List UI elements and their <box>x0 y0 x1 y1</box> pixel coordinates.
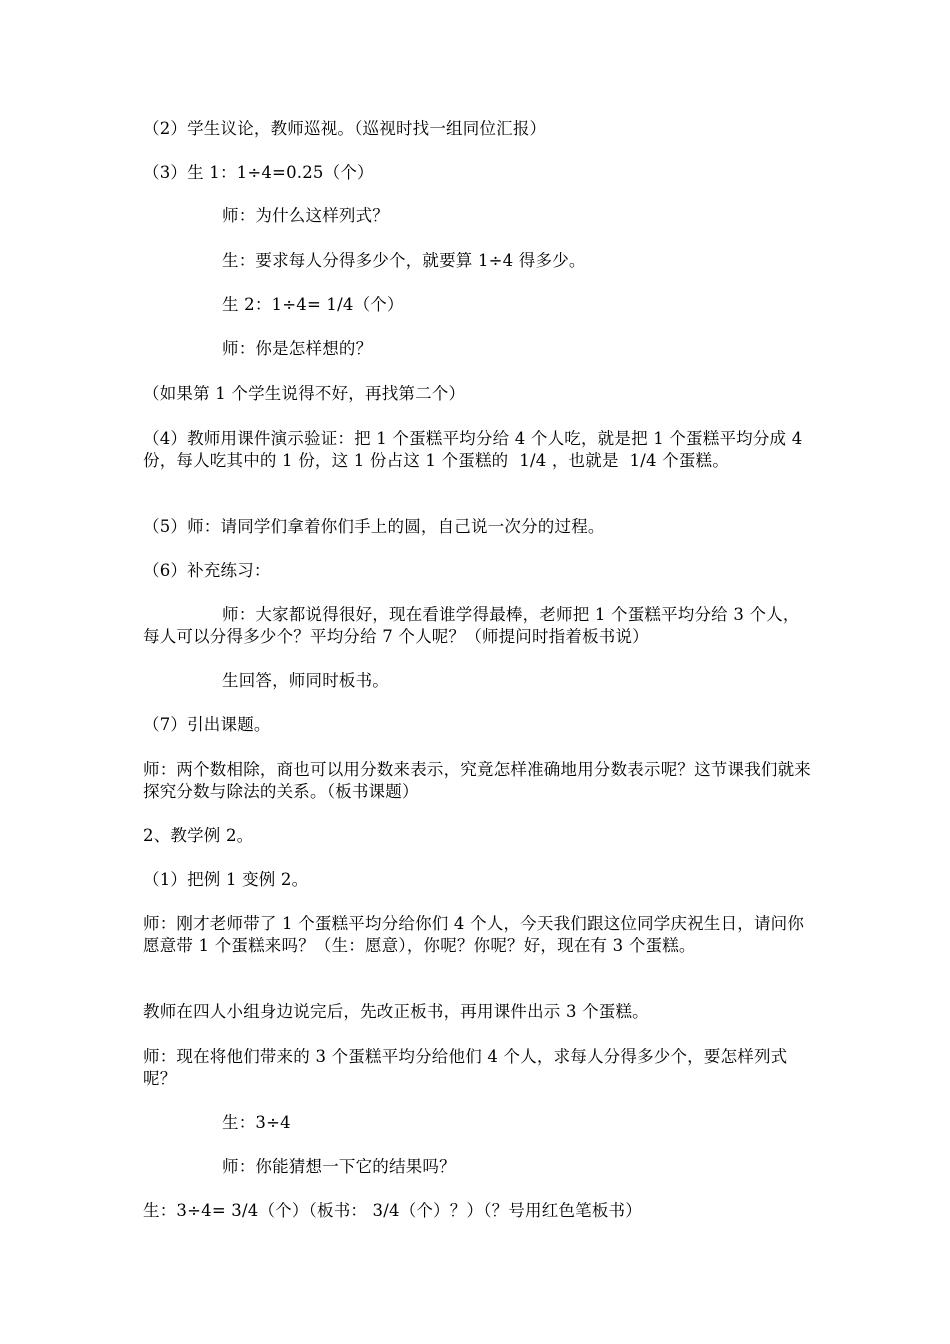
paragraph-14: 师：两个数相除，商也可以用分数来表示，究竟怎样准确地用分数表示呢？这节课我们就来探究分数与除法的关系。（板书课题） <box>143 760 811 801</box>
paragraph-17: 师：刚才老师带了 1 个蛋糕平均分给你们 4 个人，今天我们跟这位同学庆祝生日，请问你愿意带 1 个蛋糕来吗？（生：愿意），你呢？你呢？好，现在有 3 个蛋糕。 <box>143 914 805 955</box>
paragraph-3: 师：为什么这样列式？ <box>222 206 389 225</box>
paragraph-22: 生：3÷4= 3/4（个）（板书： 3/4（个）？）（？号用红色笔板书） <box>143 1201 642 1220</box>
paragraph-21: 师：你能猜想一下它的结果吗？ <box>222 1157 456 1176</box>
paragraph-2: （3）生 1：1÷4=0.25（个） <box>143 163 374 182</box>
paragraph-18: 教师在四人小组身边说完后，先改正板书，再用课件出示 3 个蛋糕。 <box>143 1002 649 1021</box>
paragraph-6: 师：你是怎样想的？ <box>222 339 373 358</box>
paragraph-10: （6）补充练习： <box>143 561 271 580</box>
paragraph-7: （如果第 1 个学生说得不好，再找第二个） <box>143 384 466 403</box>
paragraph-11: 师：大家都说得很好，现在看谁学得最棒，老师把 1 个蛋糕平均分给 3 个人，每人可以分得多少个？平均分给 7 个人呢？（师提问时指着板书说） <box>143 605 800 646</box>
paragraph-13: （7）引出课题。 <box>143 715 271 734</box>
paragraph-5: 生 2：1÷4= 1/4（个） <box>222 295 404 314</box>
paragraph-9: （5）师：请同学们拿着你们手上的圆，自己说一次分的过程。 <box>143 517 605 536</box>
paragraph-15: 2、教学例 2。 <box>143 826 254 845</box>
paragraph-19: 师：现在将他们带来的 3 个蛋糕平均分给他们 4 个人，求每人分得多少个，要怎样列式呢？ <box>143 1047 788 1088</box>
paragraph-1: （2）学生议论，教师巡视。（巡视时找一组同位汇报） <box>143 119 547 138</box>
paragraph-20: 生：3÷4 <box>222 1113 291 1132</box>
paragraph-16: （1）把例 1 变例 2。 <box>143 870 309 889</box>
paragraph-4: 生：要求每人分得多少个，就要算 1÷4 得多少。 <box>222 251 586 270</box>
paragraph-12: 生回答，师同时板书。 <box>222 671 389 690</box>
paragraph-8: （4）教师用课件演示验证：把 1 个蛋糕平均分给 4 个人吃，就是把 1 个蛋糕平均分成 4 份，每人吃其中的 1 份，这 1 份占这 1 个蛋糕的 1/4 ，也就是 1/4 个蛋糕。 <box>143 429 808 470</box>
